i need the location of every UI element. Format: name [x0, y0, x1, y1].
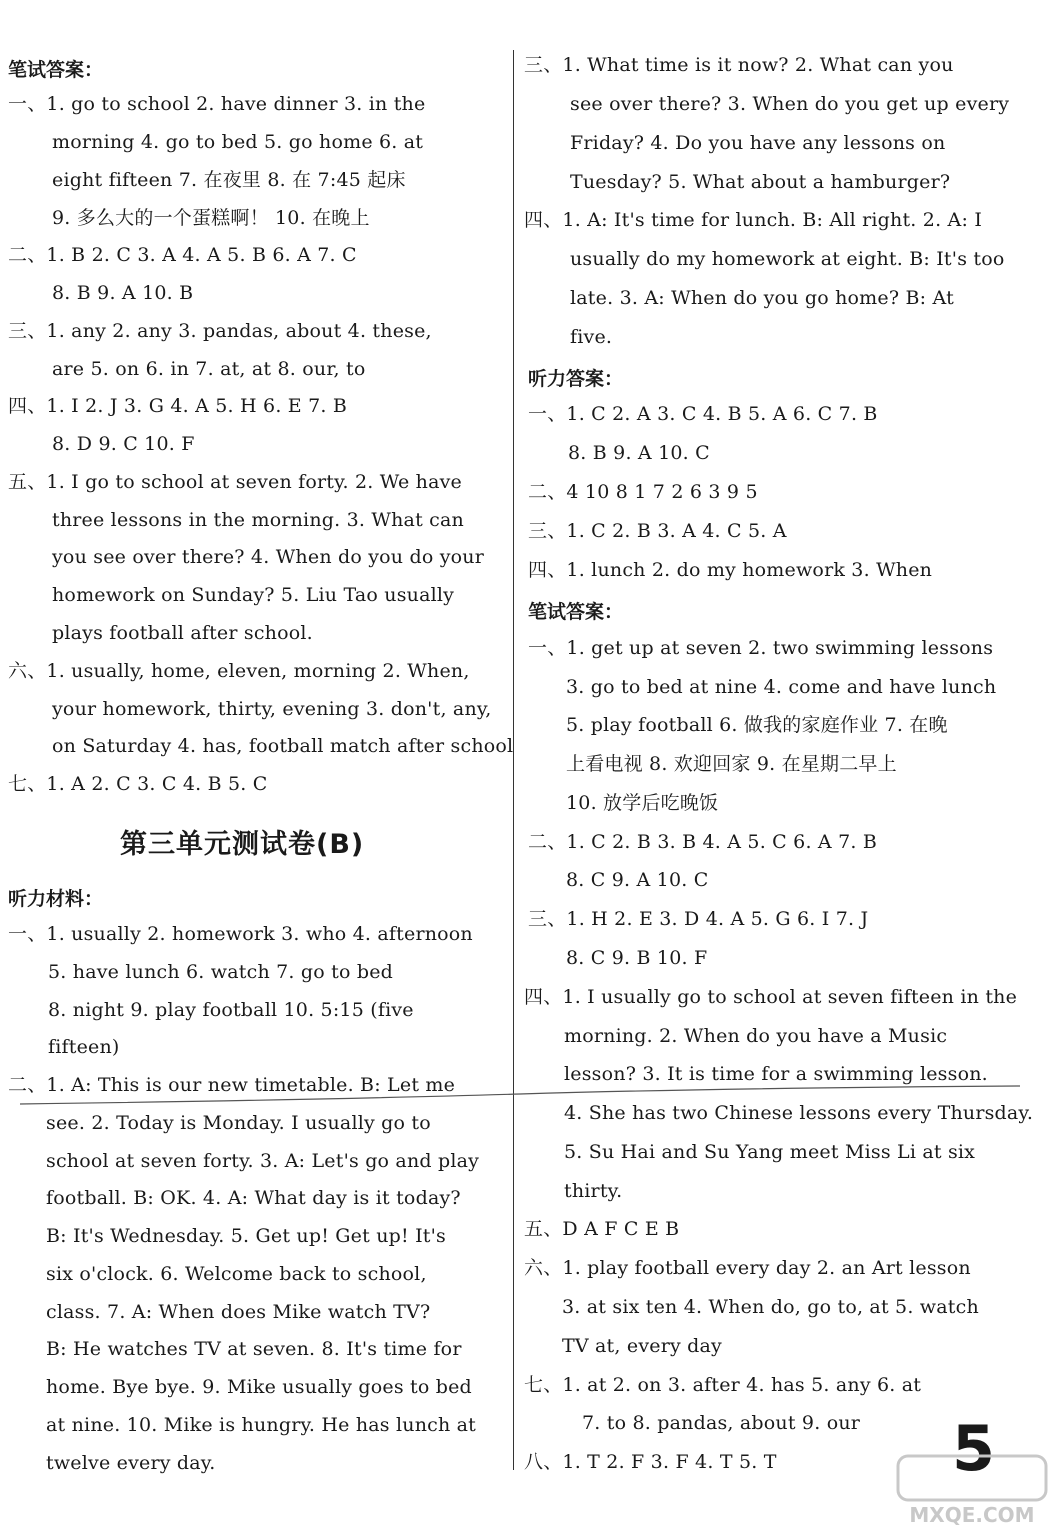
answer-line: 8. C 9. B 10. F	[566, 947, 708, 969]
answer-line: 六、1. usually, home, eleven, morning 2. When,	[8, 660, 470, 682]
answer-line: 五、1. I go to school at seven forty. 2. We have	[8, 471, 462, 493]
answer-line: home. Bye bye. 9. Mike usually goes to bed	[46, 1376, 472, 1398]
answer-line: plays football after school.	[52, 622, 313, 644]
watermark-logo	[892, 1450, 1052, 1530]
answer-line: football. B: OK. 4. A: What day is it today?	[46, 1187, 461, 1209]
answer-line: 10. 放学后吃晚饭	[566, 792, 719, 814]
answer-line: 八、1. T 2. F 3. F 4. T 5. T	[524, 1451, 777, 1473]
answer-line: are 5. on 6. in 7. at, at 8. our, to	[52, 358, 366, 380]
answer-line: homework on Sunday? 5. Liu Tao usually	[52, 584, 455, 606]
svg-text:MXQE.COM: MXQE.COM	[909, 1503, 1035, 1527]
answer-line: late. 3. A: When do you go home? B: At	[570, 287, 954, 309]
section-heading: 听力材料：	[8, 888, 104, 910]
answer-line: Tuesday? 5. What about a hamburger?	[570, 171, 951, 193]
answer-line: see. 2. Today is Monday. I usually go to	[46, 1112, 431, 1134]
answer-line: 5. Su Hai and Su Yang meet Miss Li at six	[564, 1141, 976, 1163]
answer-line: 8. night 9. play football 10. 5:15 (five	[48, 999, 414, 1021]
answer-line: 二、4 10 8 1 7 2 6 3 9 5	[528, 481, 758, 503]
answer-line: 9. 多么大的一个蛋糕啊！ 10. 在晚上	[52, 207, 370, 229]
answer-line: 4. She has two Chinese lessons every Thursday.	[564, 1102, 1034, 1124]
stray-pen-line	[20, 1082, 1020, 1112]
answer-line: 四、1. I 2. J 3. G 4. A 5. H 6. E 7. B	[8, 395, 348, 417]
answer-line: 三、1. C 2. B 3. A 4. C 5. A	[528, 520, 787, 542]
answer-line: see over there? 3. When do you get up every	[570, 93, 1010, 115]
answer-line: school at seven forty. 3. A: Let's go and play	[46, 1150, 480, 1172]
answer-line: Friday? 4. Do you have any lessons on	[570, 132, 946, 154]
answer-line: 上看电视 8. 欢迎回家 9. 在星期二早上	[566, 753, 897, 775]
answer-line: 7. to 8. pandas, about 9. our	[582, 1412, 861, 1434]
answer-line: 3. go to bed at nine 4. come and have lunch	[566, 676, 997, 698]
answer-line: 5. have lunch 6. watch 7. go to bed	[48, 961, 394, 983]
answer-line: 四、1. I usually go to school at seven fifteen in the	[524, 986, 1018, 1008]
answer-line: morning 4. go to bed 5. go home 6. at	[52, 131, 424, 153]
answer-line: 一、1. go to school 2. have dinner 3. in the	[8, 93, 426, 115]
answer-line: 二、1. A: This is our new timetable. B: Let me	[8, 1074, 456, 1096]
answer-line: TV at, every day	[562, 1335, 722, 1357]
answer-line: 七、1. A 2. C 3. C 4. B 5. C	[8, 773, 268, 795]
answer-line: 七、1. at 2. on 3. after 4. has 5. any 6. at	[524, 1374, 922, 1396]
answer-line: morning. 2. When do you have a Music	[564, 1025, 948, 1047]
answer-line: three lessons in the morning. 3. What can	[52, 509, 464, 531]
answer-line: thirty.	[564, 1180, 623, 1202]
section-heading: 笔试答案：	[528, 601, 624, 623]
answer-line: 3. at six ten 4. When do, go to, at 5. watch	[562, 1296, 979, 1318]
answer-line: 四、1. lunch 2. do my homework 3. When	[528, 559, 933, 581]
answer-line: your homework, thirty, evening 3. don't, any,	[52, 698, 492, 720]
answer-line: B: It's Wednesday. 5. Get up! Get up! It's	[46, 1225, 446, 1247]
answer-line: 六、1. play football every day 2. an Art lesson	[524, 1257, 971, 1279]
answer-line: 三、1. H 2. E 3. D 4. A 5. G 6. I 7. J	[528, 908, 869, 930]
answer-line: 一、1. usually 2. homework 3. who 4. afternoon	[8, 923, 473, 945]
answer-line: 二、1. C 2. B 3. B 4. A 5. C 6. A 7. B	[528, 831, 878, 853]
answer-line: 8. D 9. C 10. F	[52, 433, 195, 455]
answer-line: 三、1. What time is it now? 2. What can you	[524, 54, 954, 76]
answer-line: at nine. 10. Mike is hungry. He has lunch at	[46, 1414, 477, 1436]
answer-line: usually do my homework at eight. B: It's too	[570, 248, 1005, 270]
answer-line: six o'clock. 6. Welcome back to school,	[46, 1263, 427, 1285]
answer-line: 8. C 9. A 10. C	[566, 869, 709, 891]
answer-line: five.	[570, 326, 613, 348]
answer-line: lesson? 3. It is time for a swimming lesson.	[564, 1063, 988, 1085]
answer-line: 三、1. any 2. any 3. pandas, about 4. these,	[8, 320, 432, 342]
answer-line: on Saturday 4. has, football match after school	[52, 735, 514, 757]
answer-line: class. 7. A: When does Mike watch TV?	[46, 1301, 431, 1323]
answer-line: 五、D A F C E B	[524, 1218, 680, 1240]
answer-line: 8. B 9. A 10. C	[568, 442, 710, 464]
column-divider	[513, 50, 514, 1470]
answer-line: fifteen)	[48, 1036, 120, 1058]
answer-line: 一、1. C 2. A 3. C 4. B 5. A 6. C 7. B	[528, 403, 878, 425]
answer-line: 8. B 9. A 10. B	[52, 282, 194, 304]
section-heading: 笔试答案：	[8, 59, 104, 81]
section-heading: 听力答案：	[528, 368, 624, 390]
answer-line: twelve every day.	[46, 1452, 216, 1474]
section-title: 第三单元测试卷(B)	[120, 829, 365, 860]
answer-line: 一、1. get up at seven 2. two swimming lessons	[528, 637, 994, 659]
answer-line: B: He watches TV at seven. 8. It's time for	[46, 1338, 462, 1360]
page-number: 5	[952, 1412, 996, 1485]
answer-line: 二、1. B 2. C 3. A 4. A 5. B 6. A 7. C	[8, 244, 357, 266]
answer-line: 四、1. A: It's time for lunch. B: All right. 2. A: I	[524, 209, 983, 231]
answer-line: eight fifteen 7. 在夜里 8. 在 7:45 起床	[52, 169, 406, 191]
answer-line: 5. play football 6. 做我的家庭作业 7. 在晚	[566, 714, 948, 736]
answer-line: you see over there? 4. When do you do your	[52, 546, 485, 568]
